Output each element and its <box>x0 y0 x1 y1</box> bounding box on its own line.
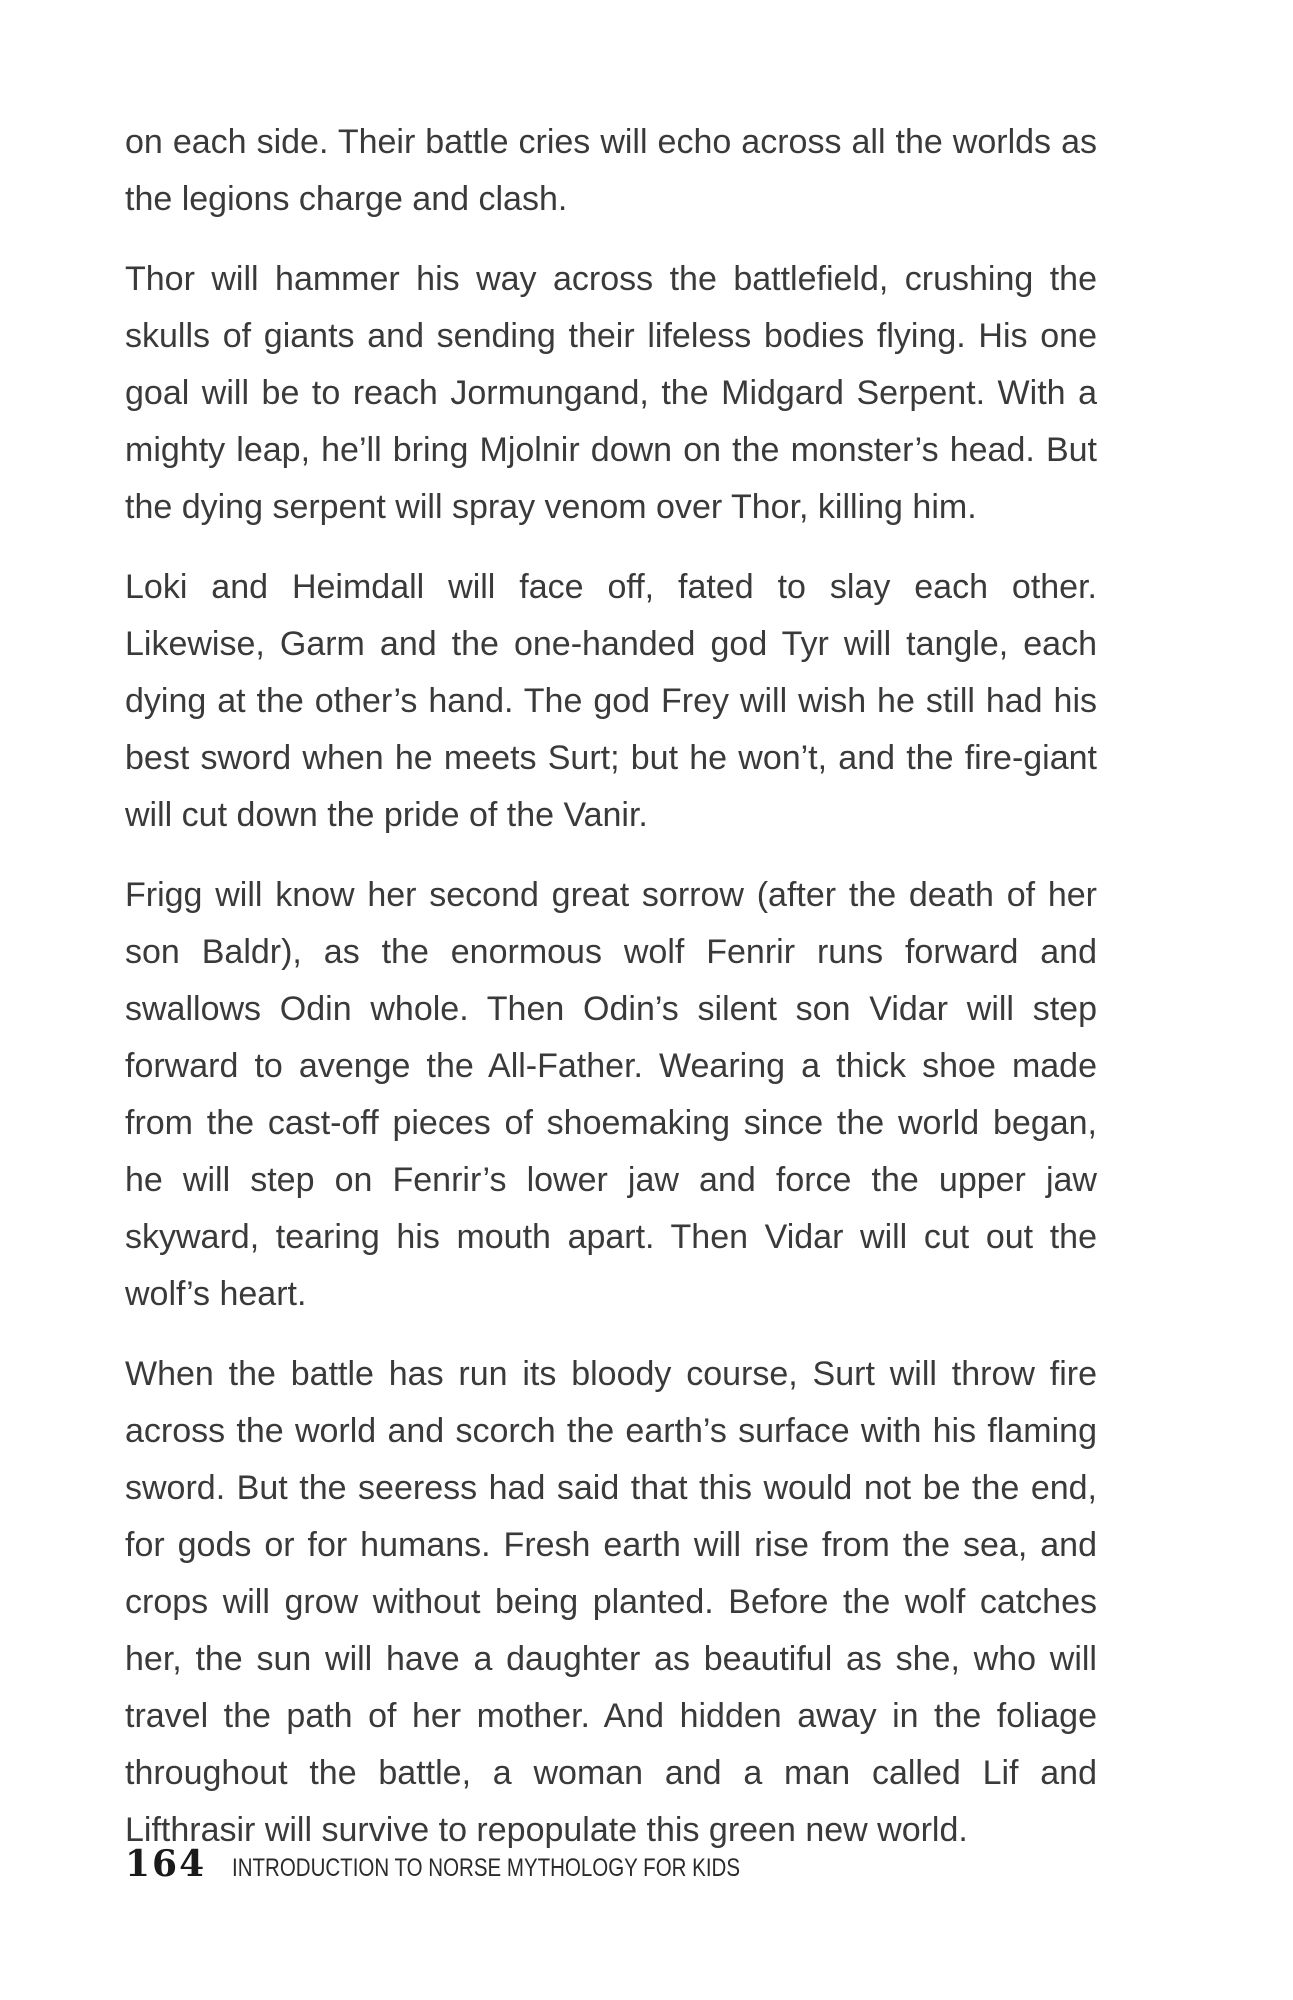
paragraph-battle-cries: on each side. Their battle cries will echo across all the worlds as the legions charge and clash. <box>125 123 1097 218</box>
page-number: 164 <box>125 1843 207 1885</box>
paragraph-loki-heimdall: Loki and Heimdall will face off, fated to slay each other. Likewise, Garm and the one-handed god Tyr will tangle, each dying at the other’s hand. The god Frey will wish he still had his best sword when he meets Surt; but he won’t, and the fire-giant will cut down the pride of the Vanir. <box>125 568 1097 834</box>
paragraph-surt-new-world: When the battle has run its bloody course, Surt will throw fire across the world and scorch the earth’s surface with his flaming sword. But the seeress had said that this would not be the end, for gods or for humans. Fresh earth will rise from the sea, and crops will grow without being planted. Before the wolf catches her, the sun will have a daughter as beautiful as she, who will travel the path of her mother. And hidden away in the foliage throughout the battle, a woman and a man called Lif and Lifthrasir will survive to repopulate this green new world. <box>125 1355 1097 1849</box>
page-footer <box>125 1843 852 1893</box>
running-title: INTRODUCTION TO NORSE MYTHOLOGY FOR KIDS <box>232 1854 741 1882</box>
paragraph-thor: Thor will hammer his way across the battlefield, crushing the skulls of giants and sending their lifeless bodies flying. His one goal will be to reach Jormungand, the Midgard Serpent. With a mighty leap, he’ll bring Mjolnir down on the monster’s head. But the dying serpent will spray venom over Thor, killing him. <box>125 260 1097 526</box>
paragraph-frigg-fenrir: Frigg will know her second great sorrow (after the death of her son Baldr), as the enormous wolf Fenrir runs forward and swallows Odin whole. Then Odin’s silent son Vidar will step forward to avenge the All-Father. Wearing a thick shoe made from the cast-off pieces of shoemaking since the world began, he will step on Fenrir’s lower jaw and force the upper jaw skyward, tearing his mouth apart. Then Vidar will cut out the wolf’s heart. <box>125 876 1097 1313</box>
body-text <box>125 114 1097 1882</box>
